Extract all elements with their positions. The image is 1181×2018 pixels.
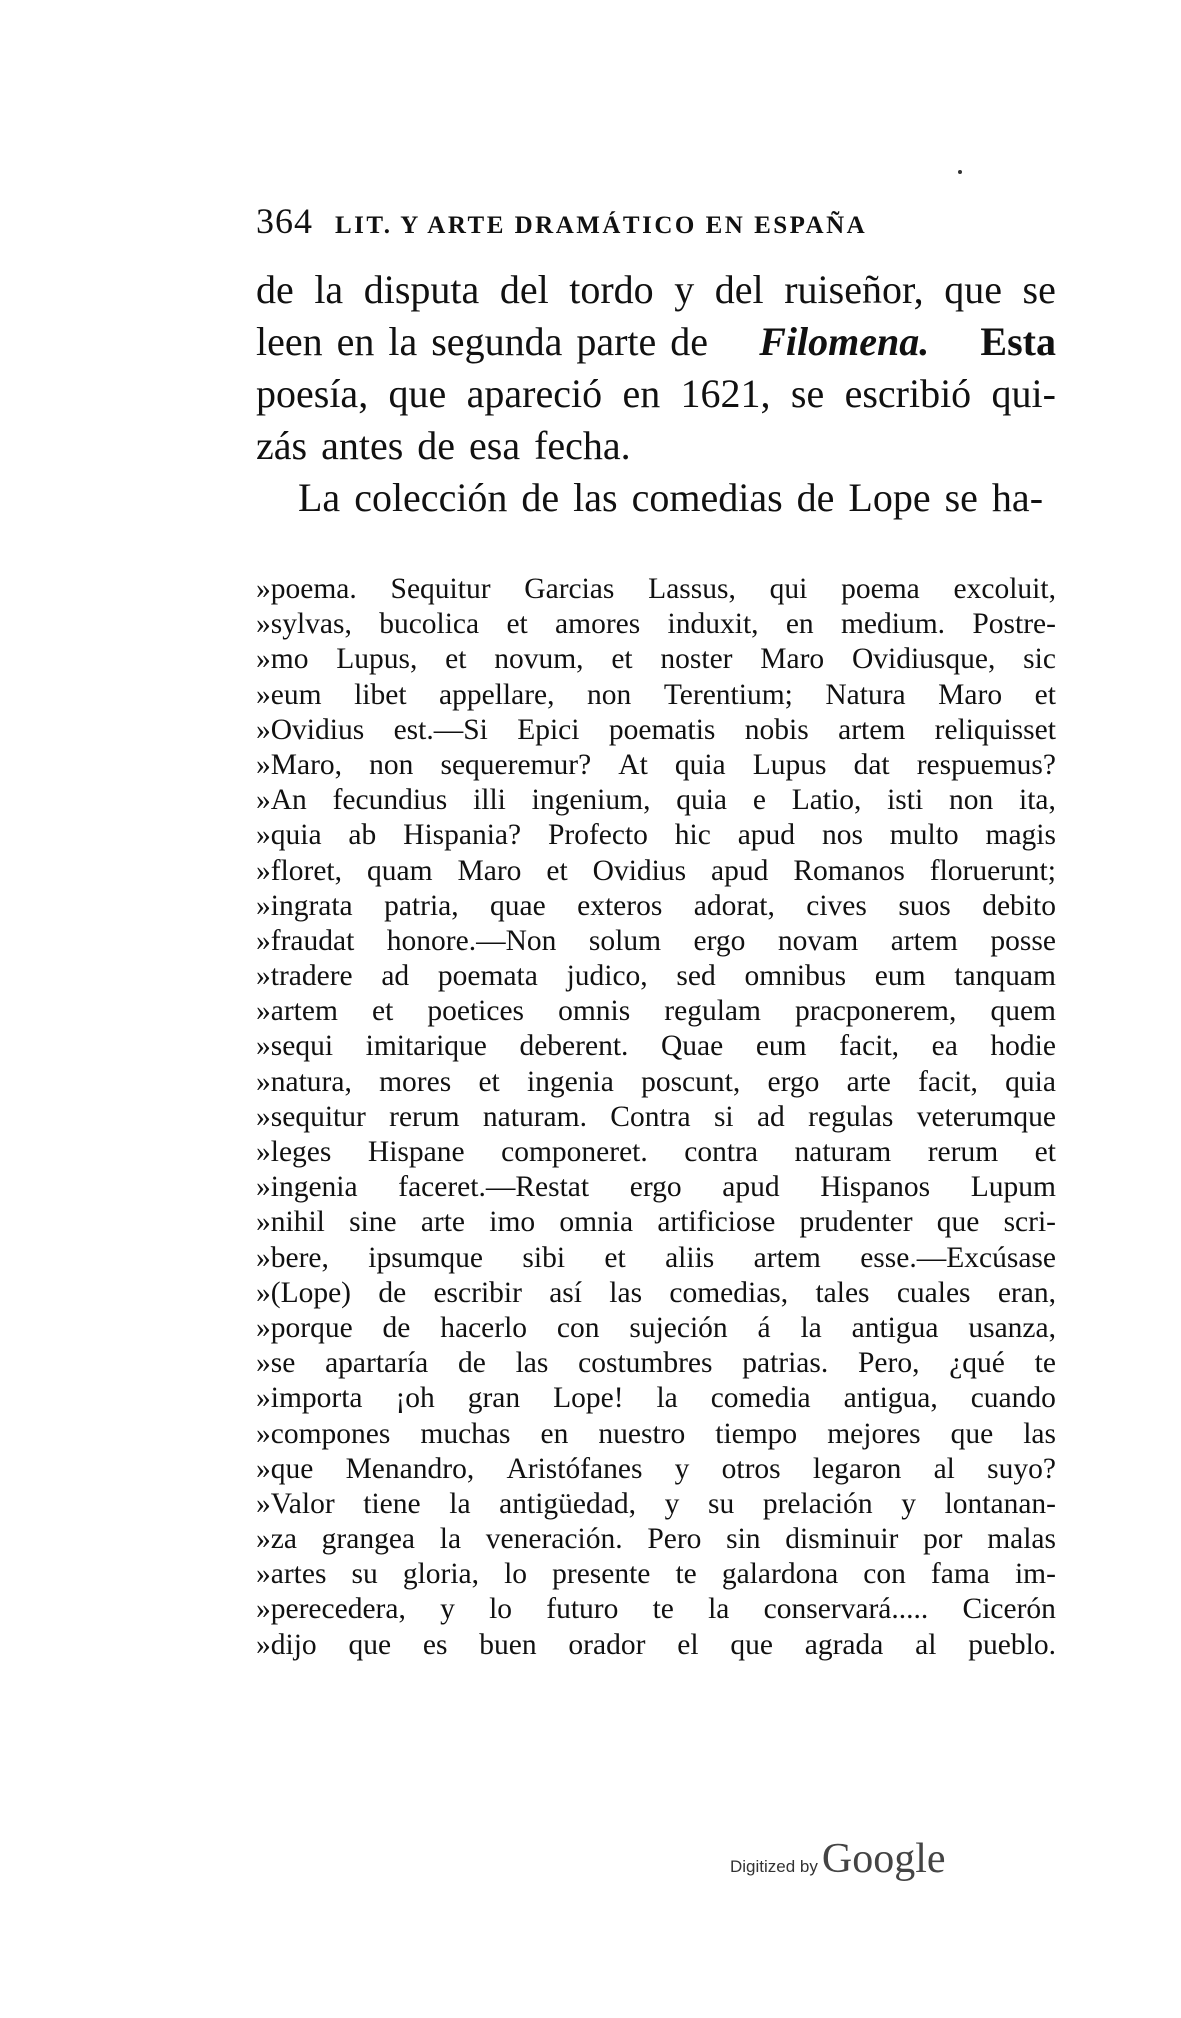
quote-line-text: »(Lope) de escribir así las comedias, tales cuales eran,: [256, 1276, 1056, 1309]
body-line: [256, 472, 1056, 524]
quote-line: [256, 889, 1056, 924]
quote-line: [256, 1170, 1056, 1205]
quote-line: [256, 783, 1056, 818]
quote-line-text: »mo Lupus, et novum, et noster Maro Ovidiusque, sic: [256, 643, 1056, 676]
quote-line-text: »que Menandro, Aristófanes y otros legaron al suyo?: [256, 1452, 1056, 1485]
body-line: [256, 420, 1056, 472]
body-line-text: La colección de las comedias de Lope se ha-: [298, 475, 1044, 520]
body-line-text: leen en la segunda parte de: [256, 319, 709, 364]
quote-line: [256, 1241, 1056, 1276]
quote-line-text: »fraudat honore.—Non solum ergo novam artem posse: [256, 924, 1056, 957]
quote-line-text: »natura, mores et ingenia poscunt, ergo arte facit, quia: [256, 1065, 1056, 1098]
body-line-text: Esta: [980, 319, 1056, 364]
body-line: [256, 316, 1056, 368]
digitized-watermark: [730, 1835, 946, 1883]
quote-line-text: »compones muchas en nuestro tiempo mejores que las: [256, 1417, 1056, 1450]
quote-line-text: »porque de hacerlo con sujeción á la antigua usanza,: [256, 1311, 1056, 1344]
quote-line: [256, 1100, 1056, 1135]
ink-dot: [958, 170, 962, 174]
quote-line-text: »artem et poetices omnis regulam pracponerem, quem: [256, 995, 1056, 1028]
quote-line: [256, 1276, 1056, 1311]
quote-line: [256, 748, 1056, 783]
quote-line-text: »za grangea la veneración. Pero sin disminuir por malas: [256, 1523, 1056, 1556]
body-line-text: poesía, que apareció en 1621, se escribió qui-: [256, 371, 1056, 416]
running-title: LIT. Y ARTE DRAMÁTICO EN ESPAÑA: [335, 212, 868, 239]
quote-line-text: »nihil sine arte imo omnia artificiose prudenter que scri-: [256, 1206, 1056, 1239]
digitized-by-label: Digitized by: [730, 1857, 818, 1876]
quote-line: [256, 1628, 1056, 1663]
quote-line: [256, 1346, 1056, 1381]
body-line: [256, 368, 1056, 420]
quote-line-text: »importa ¡oh gran Lope! la comedia antigua, cuando: [256, 1382, 1056, 1415]
quote-line-text: »Ovidius est.—Si Epici poematis nobis artem reliquisset: [256, 713, 1056, 746]
quote-line: [256, 1029, 1056, 1064]
quote-line: [256, 1065, 1056, 1100]
quote-line-text: »quia ab Hispania? Profecto hic apud nos multo magis: [256, 819, 1056, 852]
page-number: 364: [256, 201, 313, 241]
quote-line-text: »bere, ipsumque sibi et aliis artem esse.—Excúsase: [256, 1241, 1056, 1274]
quote-line: [256, 1135, 1056, 1170]
quote-line: [256, 1522, 1056, 1557]
google-logo: Google: [821, 1836, 946, 1882]
quote-line: [256, 854, 1056, 889]
quote-line-text: »artes su gloria, lo presente te galardona con fama im-: [256, 1558, 1056, 1591]
quote-line: [256, 1452, 1056, 1487]
quote-line-text: »An fecundius illi ingenium, quia e Latio, isti non ita,: [256, 784, 1056, 817]
quote-line: [256, 1381, 1056, 1416]
quote-line: [256, 678, 1056, 713]
quote-line: [256, 642, 1056, 677]
quote-line-text: »Valor tiene la antigüedad, y su prelación y lontanan-: [256, 1487, 1056, 1520]
quote-line: [256, 1311, 1056, 1346]
quote-line: [256, 818, 1056, 853]
quote-line: [256, 959, 1056, 994]
quote-line-text: »sylvas, bucolica et amores induxit, en medium. Postre-: [256, 608, 1056, 641]
body-line-text: zás antes de esa fecha.: [256, 423, 631, 468]
quote-line: [256, 994, 1056, 1029]
quote-line: [256, 1592, 1056, 1627]
quote-line-text: »leges Hispane componeret. contra naturam rerum et: [256, 1136, 1056, 1168]
quote-line-text: »poema. Sequitur Garcias Lassus, qui poema excoluit,: [256, 573, 1056, 605]
quote-line-text: »dijo que es buen orador el que agrada al pueblo.: [256, 1628, 1056, 1661]
quote-line-text: »sequi imitarique deberent. Quae eum facit, ea hodie: [256, 1030, 1056, 1063]
quote-line-text: »floret, quam Maro et Ovidius apud Romanos floruerunt;: [256, 854, 1056, 887]
quote-line-text: »Maro, non sequeremur? At quia Lupus dat respuemus?: [256, 748, 1056, 781]
quote-line: [256, 713, 1056, 748]
quote-line-text: »sequitur rerum naturam. Contra si ad regulas veterumque: [256, 1100, 1056, 1133]
body-paragraph: [256, 264, 1056, 524]
body-line: [256, 264, 1056, 316]
quote-line: [256, 607, 1056, 642]
quote-line: [256, 924, 1056, 959]
quote-line-text: »tradere ad poemata judico, sed omnibus eum tanquam: [256, 960, 1056, 993]
quote-line-text: »se apartaría de las costumbres patrias. Pero, ¿qué te: [256, 1347, 1056, 1380]
quote-line-text: »ingrata patria, quae exteros adorat, cives suos debito: [256, 889, 1056, 922]
quote-line: [256, 1417, 1056, 1452]
latin-quotation: [256, 572, 1056, 1663]
quote-line: [256, 572, 1056, 607]
page-header: [256, 200, 1016, 250]
quote-line: [256, 1557, 1056, 1592]
quote-line-text: »perecedera, y lo futuro te la conservará..... Cicerón: [256, 1593, 1056, 1626]
quote-line: [256, 1205, 1056, 1240]
book-title-italic: Filomena.: [759, 319, 930, 364]
quote-line: [256, 1487, 1056, 1522]
body-line-text: de la disputa del tordo y del ruiseñor, que se: [256, 267, 1056, 312]
quote-line-text: »ingenia faceret.—Restat ergo apud Hispanos Lupum: [256, 1171, 1056, 1204]
quote-line-text: »eum libet appellare, non Terentium; Natura Maro et: [256, 678, 1056, 711]
